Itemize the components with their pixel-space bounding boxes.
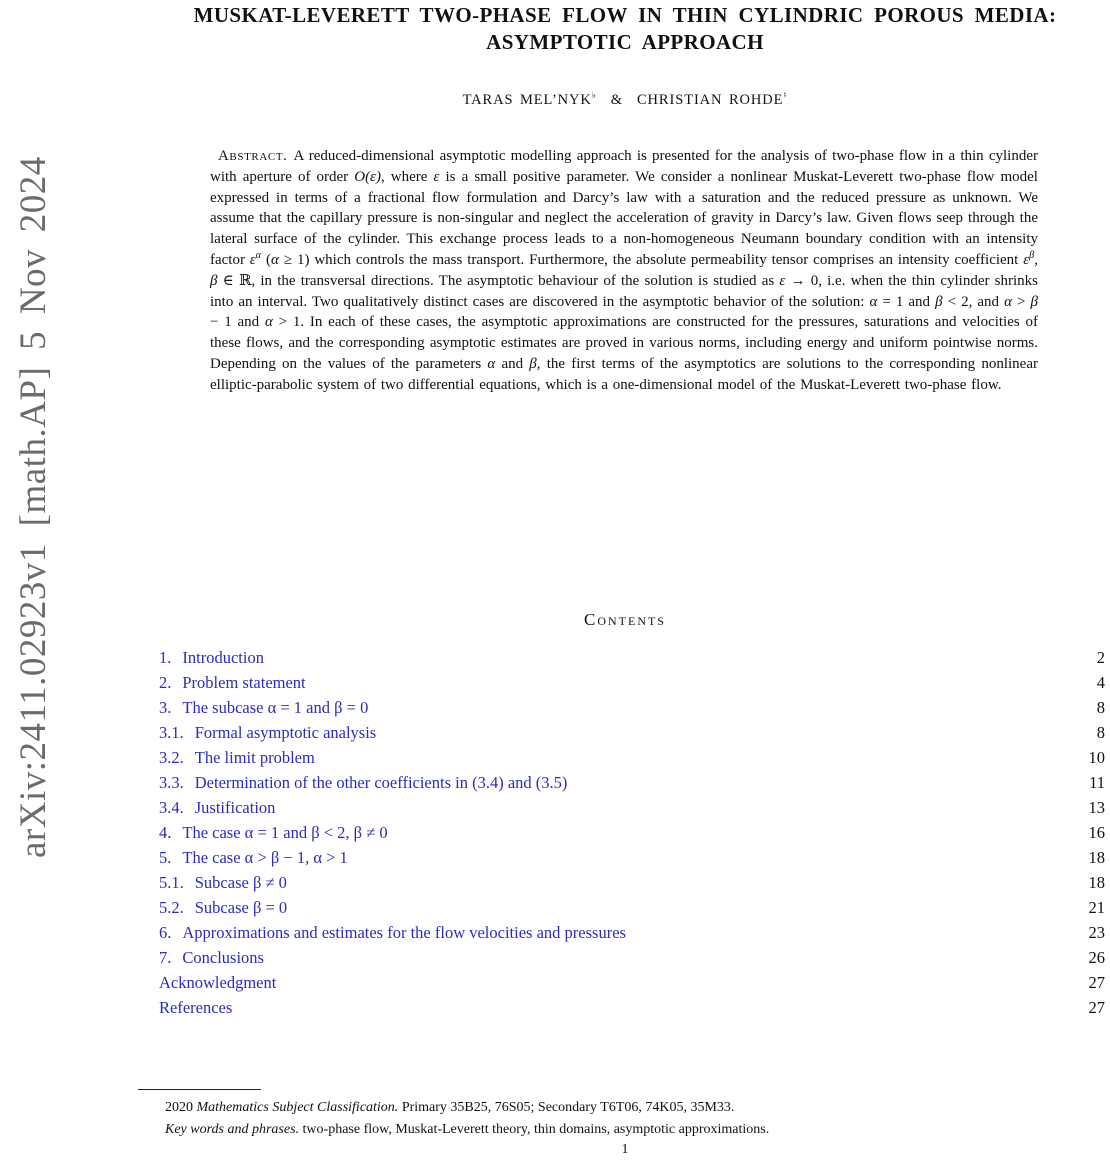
text-segment: β — [935, 293, 943, 310]
abstract-label: Abstract. — [218, 148, 288, 164]
toc-row — [159, 795, 1105, 820]
text-segment: O(ε) — [354, 168, 381, 185]
authors-line — [145, 92, 1105, 109]
text-segment: , the first terms of the asymptotics are solutions to the corresponding nonlinear elliptic-parabolic system of two differential equations, which is a one-dimensional model of the Muskat-Leverett two-phase flow. — [210, 355, 1038, 393]
toc-item-link[interactable] — [159, 820, 388, 845]
toc-item-number: 6. — [159, 923, 172, 942]
paper-title-line2: ASYMPTOTIC APPROACH — [486, 30, 764, 54]
footnote-keywords — [145, 1119, 1105, 1141]
text-segment: > 1. In each of these cases, the asymptotic approximations are constructed for the pressures, saturations and velocities of these flows, and the corresponding asymptotic estimates are proved in various norms, including energy and uniform pointwise norms. Depending on the values of the parameters — [210, 314, 1038, 372]
abstract — [210, 146, 1038, 396]
text-segment: ≥ 1) which controls the mass transport. Furthermore, the absolute permeability tensor comprises an intensity coefficient — [278, 251, 1024, 268]
text-segment: , — [1034, 251, 1038, 268]
text-segment: > — [1011, 293, 1031, 310]
text-segment: ( — [261, 251, 272, 268]
author-name: CHRISTIAN ROHDE — [636, 92, 784, 108]
toc-item-title: Approximations and estimates for the flow velocities and pressures — [182, 923, 626, 942]
text-segment: is a small positive parameter. We consider a nonlinear Muskat-Leverett two-phase flow model expressed in terms of a fractional flow formulation and Darcy’s law with a saturation and the reduced pressure as unknown. We assume that the capillary pressure is non-singular and neglect the acceleration of gravity in Darcy’s law. Given flows seep through the lateral surface of the cylinder. This exchange process leads to a non-homogeneous Neumann boundary condition with an intensity factor — [210, 168, 1038, 268]
footnote-block — [145, 1089, 1105, 1140]
toc-item-number: 7. — [159, 948, 172, 967]
toc-item-page: 21 — [1088, 898, 1105, 917]
toc-item-link[interactable] — [159, 670, 306, 695]
toc-item-page: 27 — [1088, 998, 1105, 1017]
toc-item-number: 4. — [159, 823, 172, 842]
text-segment: β — [210, 272, 218, 289]
toc-item-title: The case α > β − 1, α > 1 — [182, 848, 348, 867]
toc-row — [159, 995, 1105, 1020]
text-segment: ε — [1023, 251, 1030, 268]
author-affiliation-flat-icon: ♭ — [591, 91, 597, 102]
footnote-rule — [138, 1089, 261, 1090]
toc-row — [159, 745, 1105, 770]
text-segment: and — [495, 355, 530, 372]
toc-item-link[interactable] — [159, 795, 275, 820]
toc-item-title: Justification — [194, 798, 276, 817]
toc-item-title: The case α = 1 and β < 2, β ≠ 0 — [182, 823, 388, 842]
text-segment: ε — [249, 251, 256, 268]
toc-item-title: Acknowledgment — [159, 973, 277, 992]
toc-row — [159, 945, 1105, 970]
toc-item-number: 3.1. — [159, 723, 184, 742]
author-affiliation-natural-icon: ♮ — [783, 91, 788, 102]
footnote-msc — [145, 1097, 1105, 1119]
toc-item-page: 13 — [1088, 798, 1105, 817]
text-segment: two-phase flow, Muskat-Leverett theory, thin domains, asymptotic approximations. — [299, 1121, 770, 1137]
contents-heading: Contents — [583, 610, 666, 629]
toc-item-title: Determination of the other coefficients in (3.4) and (3.5) — [194, 773, 568, 792]
toc-item-number: 3.3. — [159, 773, 184, 792]
toc-item-number: 5. — [159, 848, 172, 867]
toc-item-link[interactable] — [159, 995, 232, 1020]
toc-item-link[interactable] — [159, 745, 315, 770]
math-superscript: β — [1029, 249, 1035, 261]
toc-item-title: Introduction — [182, 648, 264, 667]
page-number: 1 — [621, 1142, 629, 1157]
text-segment: α — [487, 355, 496, 372]
toc-item-page: 18 — [1088, 848, 1105, 867]
paper-title — [145, 2, 1105, 56]
paper-page — [145, 0, 1105, 1165]
text-segment: − 1 and — [210, 314, 265, 331]
toc-item-title: References — [159, 998, 233, 1017]
toc-item-link[interactable] — [159, 720, 376, 745]
toc-row — [159, 870, 1105, 895]
toc-row — [159, 820, 1105, 845]
text-segment: α — [869, 293, 878, 310]
abstract-text — [210, 148, 1038, 393]
toc-item-page: 2 — [1096, 648, 1105, 667]
toc-item-title: Subcase β = 0 — [194, 898, 288, 917]
toc-row — [159, 845, 1105, 870]
toc-item-title: Conclusions — [182, 948, 264, 967]
toc-item-page: 4 — [1096, 673, 1105, 692]
text-segment: = 1 and — [877, 293, 936, 310]
text-segment: β — [1030, 293, 1038, 310]
text-segment: → 0, i.e. when the thin cylinder shrinks into an interval. Two qualitatively distinct cases are discovered in the asymptotic behavior of the solution: — [210, 272, 1038, 310]
toc-item-link[interactable] — [159, 895, 287, 920]
toc-item-link[interactable] — [159, 645, 264, 670]
toc-row — [159, 970, 1105, 995]
toc-list — [159, 645, 1105, 1020]
toc-item-page: 26 — [1088, 948, 1105, 967]
text-segment: Key words and phrases. — [165, 1121, 300, 1137]
text-segment: ε — [433, 168, 440, 185]
toc-item-title: Formal asymptotic analysis — [194, 723, 377, 742]
toc-item-link[interactable] — [159, 845, 348, 870]
toc-item-number: 1. — [159, 648, 172, 667]
text-segment: , where — [380, 168, 434, 185]
arxiv-watermark: arXiv:2411.02923v1 [math.AP] 5 Nov 2024 — [13, 156, 54, 858]
toc-item-page: 27 — [1088, 973, 1105, 992]
toc-item-page: 11 — [1089, 773, 1105, 792]
toc-item-title: Subcase β ≠ 0 — [194, 873, 287, 892]
text-segment: β — [529, 355, 537, 372]
text-segment: < 2, and — [942, 293, 1005, 310]
author-name: TARAS MEL’NYK — [462, 92, 592, 108]
toc-row — [159, 920, 1105, 945]
toc-item-link[interactable] — [159, 695, 368, 720]
toc-item-link[interactable] — [159, 870, 287, 895]
toc-item-page: 16 — [1088, 823, 1105, 842]
toc-item-page: 10 — [1088, 748, 1105, 767]
math-superscript: α — [255, 249, 262, 261]
toc-item-number: 3. — [159, 698, 172, 717]
toc-item-link[interactable] — [159, 970, 276, 995]
text-segment: α — [271, 251, 279, 268]
text-segment: α — [1004, 293, 1012, 310]
toc-item-page: 18 — [1088, 873, 1105, 892]
toc-item-number: 5.2. — [159, 898, 184, 917]
toc-row — [159, 770, 1105, 795]
toc-item-number: 3.2. — [159, 748, 184, 767]
toc-item-page: 8 — [1096, 698, 1105, 717]
toc-item-page: 8 — [1096, 723, 1105, 742]
toc-item-number: 2. — [159, 673, 172, 692]
toc-item-title: The subcase α = 1 and β = 0 — [182, 698, 369, 717]
toc-item-link[interactable] — [159, 770, 567, 795]
text-segment: A reduced-dimensional asymptotic modelling approach is presented for the analysis of two-phase flow in a thin cylinder with aperture of order — [210, 148, 1038, 185]
toc-row — [159, 670, 1105, 695]
toc-item-link[interactable] — [159, 920, 626, 945]
text-segment: Primary 35B25, 76S05; Secondary T6T06, 74K05, 35M33. — [398, 1100, 735, 1115]
paper-title-line1: MUSKAT-LEVERETT TWO-PHASE FLOW IN THIN CYLINDRIC POROUS MEDIA: — [193, 3, 1057, 27]
text-segment: α — [264, 314, 273, 331]
toc-item-number: 5.1. — [159, 873, 184, 892]
toc-item-title: The limit problem — [194, 748, 315, 767]
text-segment: ∈ ℝ, in the transversal directions. The asymptotic behaviour of the solution is studied as — [217, 272, 780, 289]
text-segment: ε — [779, 272, 786, 289]
text-segment: 2020 — [165, 1100, 197, 1115]
toc-row — [159, 720, 1105, 745]
text-segment: Mathematics Subject Classification. — [196, 1100, 399, 1115]
toc-item-link[interactable] — [159, 945, 264, 970]
toc-row — [159, 895, 1105, 920]
table-of-contents — [145, 610, 1105, 1020]
toc-row — [159, 695, 1105, 720]
toc-item-number: 3.4. — [159, 798, 184, 817]
toc-item-title: Problem statement — [182, 673, 306, 692]
toc-item-page: 23 — [1088, 923, 1105, 942]
authors-separator: & — [610, 92, 623, 108]
toc-row — [159, 645, 1105, 670]
